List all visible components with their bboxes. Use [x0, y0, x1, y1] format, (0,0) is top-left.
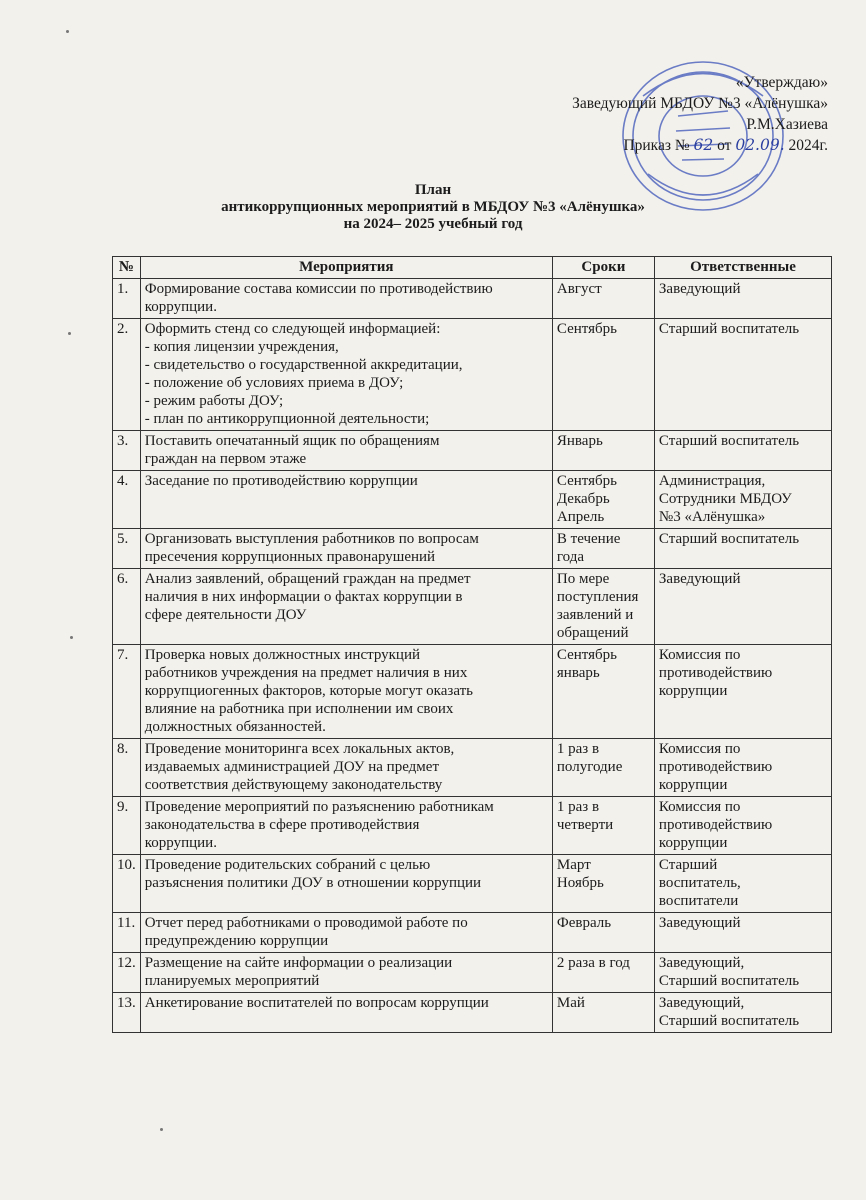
- term-cell-line: Март: [556, 857, 591, 873]
- event-cell-line: - копия лицензии учреждения,: [144, 339, 339, 355]
- order-prefix: Приказ №: [623, 137, 690, 154]
- term-cell-line: 1 раз в: [556, 799, 600, 815]
- responsible-cell-line: коррупции: [658, 835, 728, 851]
- term-cell-line: Сентябрь: [556, 473, 617, 489]
- term-cell: [552, 797, 654, 855]
- term-cell-line: В течение: [556, 531, 621, 547]
- header-terms: Сроки: [552, 257, 654, 279]
- title-line-1: План: [414, 182, 452, 198]
- responsible-cell: [654, 913, 831, 953]
- term-cell: [552, 855, 654, 913]
- event-cell-line: Организовать выступления работников по вопросам: [144, 531, 479, 547]
- term-cell-line: Февраль: [556, 915, 612, 931]
- row-number: 1.: [113, 279, 141, 319]
- term-cell: [552, 953, 654, 993]
- title-line-2: антикоррупционных мероприятий в МБДОУ №3 «Алёнушка»: [221, 199, 645, 215]
- scan-speck: [68, 332, 71, 335]
- event-cell-line: Заседание по противодействию коррупции: [144, 473, 418, 489]
- event-cell-line: Формирование состава комиссии по противодействию: [144, 281, 493, 297]
- responsible-cell: [654, 645, 831, 739]
- term-cell-line: Август: [556, 281, 602, 297]
- event-cell-line: Анализ заявлений, обращений граждан на предмет: [144, 571, 471, 587]
- term-cell: [552, 645, 654, 739]
- term-cell-line: Сентябрь: [556, 321, 617, 337]
- document-title: [0, 182, 866, 233]
- responsible-cell-line: коррупции: [658, 683, 728, 699]
- responsible-cell-line: Старший воспитатель: [658, 1013, 800, 1029]
- order-number: 62: [693, 136, 714, 154]
- event-cell: [140, 739, 552, 797]
- term-cell: [552, 569, 654, 645]
- row-number: 3.: [113, 431, 141, 471]
- event-cell-line: Проведение мероприятий по разъяснению работникам: [144, 799, 494, 815]
- table-row: [113, 739, 832, 797]
- responsible-cell-line: Комиссия по: [658, 647, 741, 663]
- event-cell-line: Поставить опечатанный ящик по обращениям: [144, 433, 440, 449]
- event-cell-line: сфере деятельности ДОУ: [144, 607, 307, 623]
- order-date: 02.09.: [735, 136, 785, 154]
- term-cell-line: Декабрь: [556, 491, 610, 507]
- term-cell-line: заявлений и: [556, 607, 634, 623]
- row-number: 9.: [113, 797, 141, 855]
- term-cell-line: Январь: [556, 433, 603, 449]
- event-cell: [140, 529, 552, 569]
- header-events: Мероприятия: [140, 257, 552, 279]
- event-cell-line: - положение об условиях приема в ДОУ;: [144, 375, 404, 391]
- approval-line-2: Заведующий МБДОУ №3 «Алёнушка»: [572, 95, 828, 112]
- event-cell-line: коррупции.: [144, 299, 217, 315]
- table-row: [113, 319, 832, 431]
- responsible-cell: [654, 797, 831, 855]
- term-cell: [552, 529, 654, 569]
- responsible-cell: [654, 953, 831, 993]
- event-cell-line: законодательства в сфере противодействия: [144, 817, 420, 833]
- term-cell: [552, 431, 654, 471]
- approval-block: [572, 72, 828, 156]
- responsible-cell-line: Старший воспитатель: [658, 321, 800, 337]
- term-cell-line: года: [556, 549, 585, 565]
- table-row: [113, 529, 832, 569]
- event-cell-line: наличия в них информации о фактах коррупции в: [144, 589, 463, 605]
- event-cell-line: предупреждению коррупции: [144, 933, 329, 949]
- row-number: 12.: [113, 953, 141, 993]
- row-number: 4.: [113, 471, 141, 529]
- responsible-cell-line: Заведующий,: [658, 995, 745, 1011]
- order-suffix: 2024г.: [788, 137, 828, 154]
- event-cell: [140, 645, 552, 739]
- event-cell-line: Проверка новых должностных инструкций: [144, 647, 421, 663]
- table-row: [113, 797, 832, 855]
- table-row: [113, 431, 832, 471]
- event-cell: [140, 471, 552, 529]
- row-number: 6.: [113, 569, 141, 645]
- responsible-cell-line: Заведующий,: [658, 955, 745, 971]
- term-cell: [552, 993, 654, 1033]
- term-cell: [552, 739, 654, 797]
- event-cell-line: работников учреждения на предмет наличия в них: [144, 665, 468, 681]
- event-cell-line: пресечения коррупционных правонарушений: [144, 549, 436, 565]
- responsible-cell: [654, 279, 831, 319]
- event-cell: [140, 569, 552, 645]
- responsible-cell-line: Старший воспитатель: [658, 433, 800, 449]
- header-responsible: Ответственные: [654, 257, 831, 279]
- event-cell-line: Отчет перед работниками о проводимой работе по: [144, 915, 468, 931]
- row-number: 8.: [113, 739, 141, 797]
- scan-speck: [66, 30, 69, 33]
- responsible-cell: [654, 569, 831, 645]
- event-cell-line: - свидетельство о государственной аккредитации,: [144, 357, 463, 373]
- row-number: 7.: [113, 645, 141, 739]
- responsible-cell-line: Заведующий: [658, 915, 741, 931]
- approval-line-3: Р.М.Хазиева: [746, 116, 828, 133]
- approval-line-1: «Утверждаю»: [735, 74, 828, 91]
- event-cell: [140, 855, 552, 913]
- table-row: [113, 953, 832, 993]
- row-number: 10.: [113, 855, 141, 913]
- order-mid: от: [717, 137, 732, 154]
- event-cell: [140, 319, 552, 431]
- responsible-cell-line: Сотрудники МБДОУ: [658, 491, 792, 507]
- responsible-cell-line: Старший воспитатель: [658, 973, 800, 989]
- responsible-cell-line: №3 «Алёнушка»: [658, 509, 766, 525]
- scan-speck: [70, 636, 73, 639]
- responsible-cell-line: Заведующий: [658, 281, 741, 297]
- event-cell-line: Анкетирование воспитателей по вопросам коррупции: [144, 995, 489, 1011]
- event-cell-line: - режим работы ДОУ;: [144, 393, 284, 409]
- term-cell-line: январь: [556, 665, 600, 681]
- event-cell: [140, 279, 552, 319]
- responsible-cell-line: противодействию: [658, 665, 773, 681]
- term-cell-line: Сентябрь: [556, 647, 617, 663]
- event-cell-line: коррупции.: [144, 835, 217, 851]
- table-row: [113, 569, 832, 645]
- title-line-3: на 2024– 2025 учебный год: [343, 216, 523, 232]
- responsible-cell-line: коррупции: [658, 777, 728, 793]
- event-cell-line: Проведение мониторинга всех локальных актов,: [144, 741, 455, 757]
- term-cell-line: 2 раза в год: [556, 955, 630, 971]
- event-cell-line: должностных обязанностей.: [144, 719, 326, 735]
- event-cell-line: разъяснения политики ДОУ в отношении коррупции: [144, 875, 482, 891]
- table-row: [113, 279, 832, 319]
- event-cell-line: влияние на работника при исполнении им своих: [144, 701, 454, 717]
- event-cell-line: соответствия действующему законодательству: [144, 777, 443, 793]
- term-cell-line: четверти: [556, 817, 614, 833]
- event-cell: [140, 913, 552, 953]
- responsible-cell-line: Старший воспитатель: [658, 531, 800, 547]
- event-cell: [140, 953, 552, 993]
- responsible-cell-line: Администрация,: [658, 473, 766, 489]
- order-line: [572, 135, 828, 156]
- table-row: [113, 993, 832, 1033]
- event-cell-line: планируемых мероприятий: [144, 973, 320, 989]
- row-number: 5.: [113, 529, 141, 569]
- term-cell-line: поступления: [556, 589, 639, 605]
- responsible-cell: [654, 855, 831, 913]
- term-cell-line: полугодие: [556, 759, 623, 775]
- term-cell: [552, 913, 654, 953]
- responsible-cell: [654, 319, 831, 431]
- event-cell-line: издаваемых администрацией ДОУ на предмет: [144, 759, 440, 775]
- event-cell: [140, 993, 552, 1033]
- responsible-cell: [654, 529, 831, 569]
- term-cell-line: Май: [556, 995, 585, 1011]
- responsible-cell-line: противодействию: [658, 759, 773, 775]
- table-header-row: [113, 257, 832, 279]
- row-number: 11.: [113, 913, 141, 953]
- table-row: [113, 855, 832, 913]
- responsible-cell-line: противодействию: [658, 817, 773, 833]
- event-cell-line: коррупциогенных факторов, которые могут оказать: [144, 683, 473, 699]
- term-cell-line: 1 раз в: [556, 741, 600, 757]
- term-cell-line: По мере: [556, 571, 610, 587]
- term-cell: [552, 471, 654, 529]
- table-row: [113, 471, 832, 529]
- event-cell-line: Размещение на сайте информации о реализации: [144, 955, 453, 971]
- event-cell-line: Оформить стенд со следующей информацией:: [144, 321, 441, 337]
- table-row: [113, 913, 832, 953]
- event-cell-line: - план по антикоррупционной деятельности;: [144, 411, 430, 427]
- header-number: №: [113, 257, 141, 279]
- responsible-cell: [654, 739, 831, 797]
- responsible-cell: [654, 431, 831, 471]
- responsible-cell-line: Старший: [658, 857, 718, 873]
- responsible-cell-line: Комиссия по: [658, 799, 741, 815]
- responsible-cell-line: воспитатели: [658, 893, 739, 909]
- event-cell-line: граждан на первом этаже: [144, 451, 307, 467]
- responsible-cell: [654, 993, 831, 1033]
- responsible-cell: [654, 471, 831, 529]
- responsible-cell-line: Заведующий: [658, 571, 741, 587]
- plan-table: [112, 256, 832, 1033]
- table-row: [113, 645, 832, 739]
- event-cell: [140, 797, 552, 855]
- event-cell: [140, 431, 552, 471]
- table-body: [113, 279, 832, 1033]
- responsible-cell-line: воспитатель,: [658, 875, 741, 891]
- term-cell-line: Апрель: [556, 509, 605, 525]
- term-cell-line: Ноябрь: [556, 875, 604, 891]
- row-number: 13.: [113, 993, 141, 1033]
- event-cell-line: Проведение родительских собраний с целью: [144, 857, 431, 873]
- responsible-cell-line: Комиссия по: [658, 741, 741, 757]
- term-cell-line: обращений: [556, 625, 629, 641]
- row-number: 2.: [113, 319, 141, 431]
- term-cell: [552, 319, 654, 431]
- scan-speck: [160, 1128, 163, 1131]
- term-cell: [552, 279, 654, 319]
